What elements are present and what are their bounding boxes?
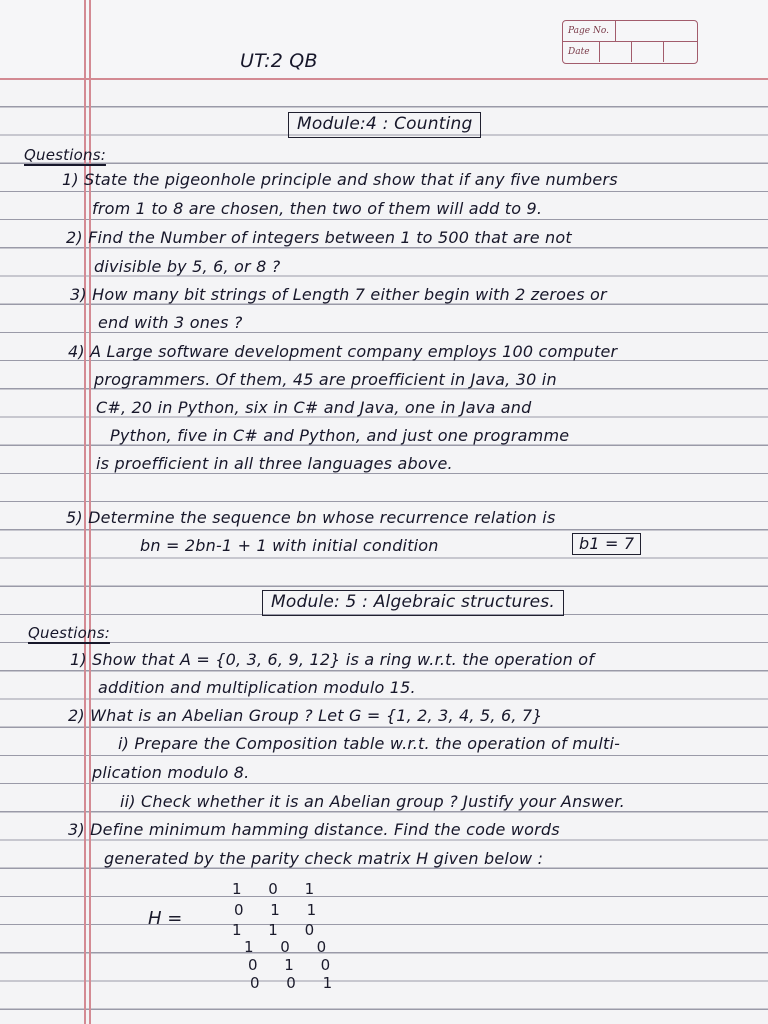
m5-q1-line1: 1) Show that A = {0, 3, 6, 9, 12} is a ring w.r.t. the operation of xyxy=(70,650,595,669)
m4-q1-line1: 1) State the pigeonhole principle and show that if any five numbers xyxy=(62,170,618,189)
m4-q4-line1: 4) A Large software development company employs 100 computer xyxy=(68,342,618,361)
m5-q2-sub-ii: ii) Check whether it is an Abelian group ? Justify your Answer. xyxy=(120,792,625,811)
m4-q1-line2: from 1 to 8 are chosen, then two of them will add to 9. xyxy=(92,199,543,218)
matrix-row: 0 1 1 xyxy=(234,901,328,919)
matrix-row: 0 1 0 xyxy=(248,956,342,974)
module-5-heading: Module: 5 : Algebraic structures. xyxy=(262,590,564,616)
module-4-heading: Module:4 : Counting xyxy=(288,112,481,138)
matrix-row: 1 0 0 xyxy=(244,938,338,956)
questions-label: Questions: xyxy=(24,146,106,164)
matrix-row: 1 0 1 xyxy=(232,880,326,898)
m5-q2-line1: 2) What is an Abelian Group ? Let G = {1, 2, 3, 4, 5, 6, 7} xyxy=(68,706,543,725)
page-title: UT:2 QB xyxy=(240,50,318,72)
m5-q3-line1: 3) Define minimum hamming distance. Find the code words xyxy=(68,820,560,839)
m4-q2-line1: 2) Find the Number of integers between 1 to 500 that are not xyxy=(66,228,572,247)
m4-q5-line2: bn = 2bn-1 + 1 with initial condition xyxy=(140,536,439,555)
m4-q4-line2: programmers. Of them, 45 are proefficient in Java, 30 in xyxy=(94,370,557,389)
m4-q3-line1: 3) How many bit strings of Length 7 either begin with 2 zeroes or xyxy=(70,285,607,304)
questions-label: Questions: xyxy=(28,624,110,642)
m4-q5-initial-condition: b1 = 7 xyxy=(572,533,641,555)
m4-q4-line5: is proefficient in all three languages above. xyxy=(96,454,453,473)
m5-q2-sub-i: i) Prepare the Composition table w.r.t. the operation of multi- xyxy=(118,734,621,753)
page-no-label: Page No. xyxy=(568,26,609,36)
matrix-label: H = xyxy=(148,908,183,929)
matrix-row: 1 1 0 xyxy=(232,921,326,939)
date-label: Date xyxy=(568,47,590,57)
matrix-row: 0 0 1 xyxy=(250,974,344,992)
page-number-date-box xyxy=(562,20,698,64)
m5-q3-line2: generated by the parity check matrix H given below : xyxy=(104,849,544,868)
m4-q4-line4: Python, five in C# and Python, and just one programme xyxy=(110,426,570,445)
m4-q2-line2: divisible by 5, 6, or 8 ? xyxy=(94,257,281,276)
m5-q1-line2: addition and multiplication modulo 15. xyxy=(98,678,416,697)
m4-q5-line1: 5) Determine the sequence bn whose recurrence relation is xyxy=(66,508,556,527)
m4-q3-line2: end with 3 ones ? xyxy=(98,313,243,332)
m5-q2-sub-i-cont: plication modulo 8. xyxy=(92,763,250,782)
m4-q4-line3: C#, 20 in Python, six in C# and Java, one in Java and xyxy=(96,398,532,417)
